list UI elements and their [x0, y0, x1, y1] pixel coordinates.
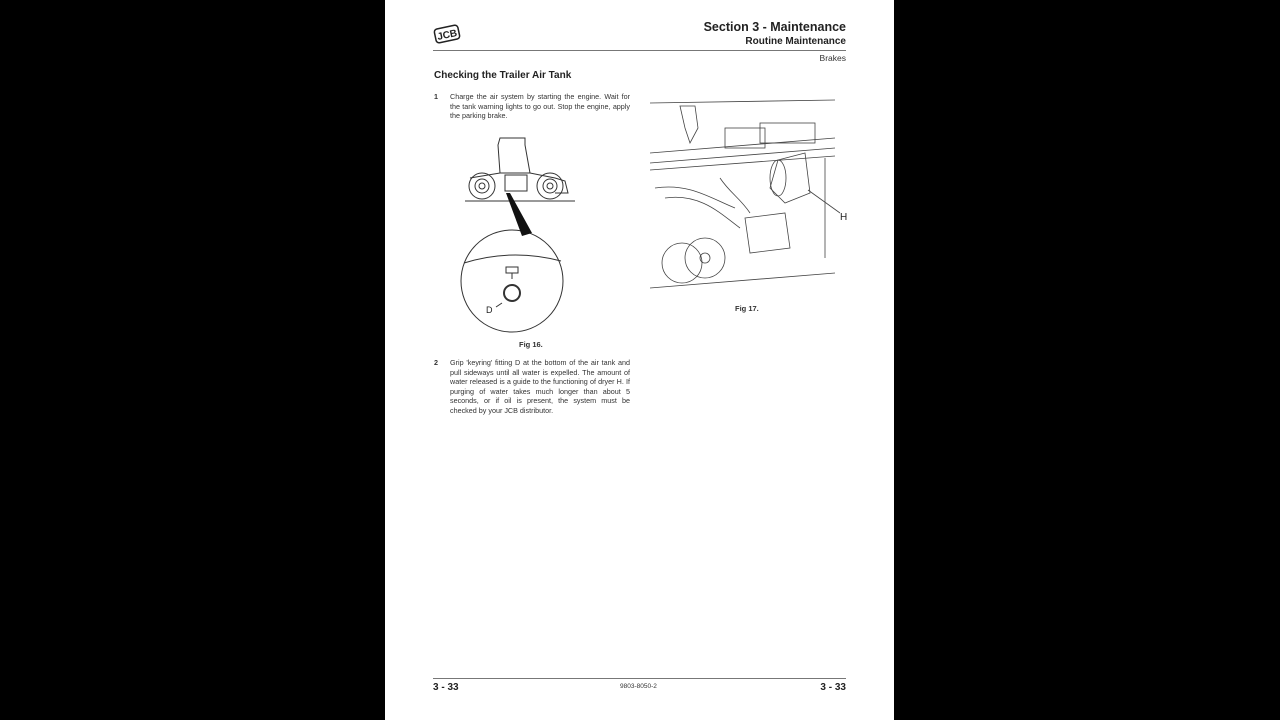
document-page	[385, 0, 894, 720]
section-title: Section 3 - Maintenance	[703, 20, 846, 34]
page-number-left: 3 - 33	[433, 682, 459, 693]
svg-text:D: D	[486, 305, 493, 315]
document-number: 9803-8050-2	[620, 683, 657, 690]
fig17-caption: Fig 17.	[735, 304, 759, 313]
section-subtitle: Routine Maintenance	[745, 36, 846, 47]
step-2	[434, 358, 630, 415]
step-number: 2	[434, 358, 438, 367]
svg-text:JCB: JCB	[436, 28, 459, 43]
fig16-caption: Fig 16.	[519, 340, 543, 349]
page-number-right: 3 - 33	[820, 682, 846, 693]
svg-text:H: H	[840, 212, 848, 223]
step-text: Grip 'keyring' fitting D at the bottom of the air tank and pull sideways until all water is expelled. The amount of water released is a guide to the functioning of dryer H. If purging of water takes much longer than about 5 seconds, or if oil is present, the system must be checked by your JCB distributor.	[450, 358, 630, 415]
jcb-logo-icon	[433, 22, 461, 46]
page-heading: Checking the Trailer Air Tank	[434, 70, 572, 81]
header-divider	[433, 50, 846, 51]
step-1	[434, 92, 630, 121]
step-number: 1	[434, 92, 438, 101]
footer-divider	[433, 678, 846, 679]
step-text: Charge the air system by starting the engine. Wait for the tank warning lights to go out. Stop the engine, apply the parking brake.	[450, 92, 630, 120]
fig17-air-dryer-illustration	[650, 98, 850, 298]
fig16-tractor-illustration	[460, 133, 590, 343]
topic-label: Brakes	[819, 53, 846, 63]
